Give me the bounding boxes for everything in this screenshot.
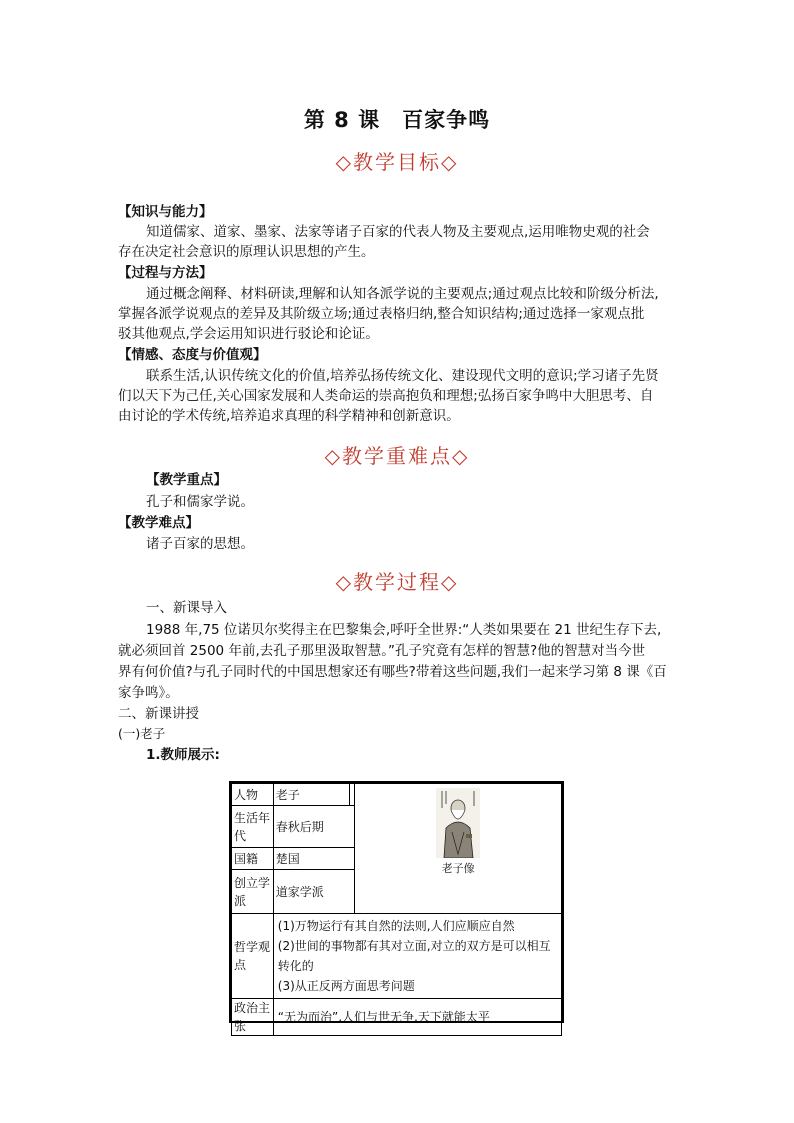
philosophy-point: (1)万物运行有其自然的法则,人们应顺应自然 bbox=[277, 919, 515, 933]
laozi-info-table bbox=[231, 783, 562, 1036]
table-value-cell: 老子 bbox=[273, 784, 350, 806]
section-heading-keypoints: ◇教学重难点◇ bbox=[324, 444, 470, 468]
emotion-label: 【情感、态度与价值观】 bbox=[118, 347, 267, 363]
sub-heading: (一)老子 bbox=[118, 726, 166, 741]
table-value-cell: 楚国 bbox=[273, 848, 355, 870]
portrait-cell bbox=[355, 784, 562, 914]
step-label: 1.教师展示: bbox=[146, 747, 220, 763]
process-label: 【过程与方法】 bbox=[118, 265, 213, 281]
focus-text: 孔子和儒家学说。 bbox=[146, 494, 254, 510]
portrait-illustration bbox=[436, 788, 480, 858]
philosophy-point: (2)世间的事物都有其对立面,对立的双方是可以相互转化的 bbox=[277, 939, 551, 973]
emotion-line: 由讨论的学术传统,培养追求真理的科学精神和创新意识。 bbox=[118, 408, 460, 424]
knowledge-line: 知道儒家、道家、墨家、法家等诸子百家的代表人物及主要观点,运用唯物史观的社会 bbox=[146, 224, 650, 240]
table-label-cell: 生活年代 bbox=[232, 806, 274, 848]
table-label-cell: 人物 bbox=[232, 784, 274, 806]
portrait-caption: 老子像 bbox=[441, 862, 475, 875]
section-heading-objectives: ◇教学目标◇ bbox=[335, 150, 459, 174]
lecture-heading: 二、新课讲授 bbox=[118, 706, 199, 722]
knowledge-label: 【知识与能力】 bbox=[118, 204, 213, 220]
emotion-line: 联系生活,认识传统文化的价值,培养弘扬传统文化、建设现代文明的意识;学习诸子先贤 bbox=[146, 368, 659, 384]
philosophy-point: (3)从正反两方面思考问题 bbox=[277, 979, 415, 993]
philosophy-label-cell: 哲学观点 bbox=[232, 914, 274, 999]
laozi-portrait-image bbox=[436, 788, 480, 858]
table-row bbox=[232, 914, 562, 999]
table-row bbox=[232, 999, 562, 1036]
page-title: 第 8 课 百家争鸣 bbox=[303, 108, 491, 132]
table-label-cell: 创立学派 bbox=[232, 870, 274, 914]
section-heading-process: ◇教学过程◇ bbox=[335, 570, 459, 594]
difficulty-label: 【教学难点】 bbox=[118, 515, 199, 531]
intro-line: 就必须回首 2500 年前,去孔子那里汲取智慧。”孔子究竟有怎样的智慧?他的智慧对当今世 bbox=[118, 643, 646, 659]
intro-line: 1988 年,75 位诺贝尔奖得主在巴黎集会,呼吁全世界:“人类如果要在 21 世纪生存下去, bbox=[146, 622, 662, 638]
knowledge-line: 存在决定社会意识的原理认识思想的产生。 bbox=[118, 244, 375, 260]
philosophy-points-cell bbox=[273, 914, 561, 999]
politics-value-cell: “无为而治”,人们与世无争,天下就能太平 bbox=[273, 999, 561, 1036]
process-line: 驳其他观点,学会运用知识进行驳论和论证。 bbox=[118, 326, 379, 342]
process-line: 掌握各派学说观点的差异及其阶级立场;通过表格归纳,整合知识结构;通过选择一家观点批 bbox=[118, 306, 645, 322]
process-line: 通过概念阐释、材料研读,理解和认知各派学说的主要观点;通过观点比较和阶级分析法, bbox=[146, 286, 659, 302]
politics-label-cell: 政治主张 bbox=[232, 999, 274, 1036]
focus-label: 【教学重点】 bbox=[146, 472, 227, 488]
table-label-cell: 国籍 bbox=[232, 848, 274, 870]
difficulty-text: 诸子百家的思想。 bbox=[146, 536, 254, 552]
table-row bbox=[232, 784, 562, 806]
intro-heading: 一、新课导入 bbox=[146, 600, 227, 616]
intro-line: 家争鸣》。 bbox=[118, 685, 179, 701]
table-value-cell: 春秋后期 bbox=[273, 806, 355, 848]
intro-line: 界有何价值?与孔子同时代的中国思想家还有哪些?带着这些问题,我们一起来学习第 8 课《百 bbox=[118, 664, 667, 680]
table-value-cell: 道家学派 bbox=[273, 870, 355, 914]
emotion-line: 们以天下为己任,关心国家发展和人类命运的崇高抱负和理想;弘扬百家争鸣中大胆思考、自 bbox=[118, 388, 654, 404]
